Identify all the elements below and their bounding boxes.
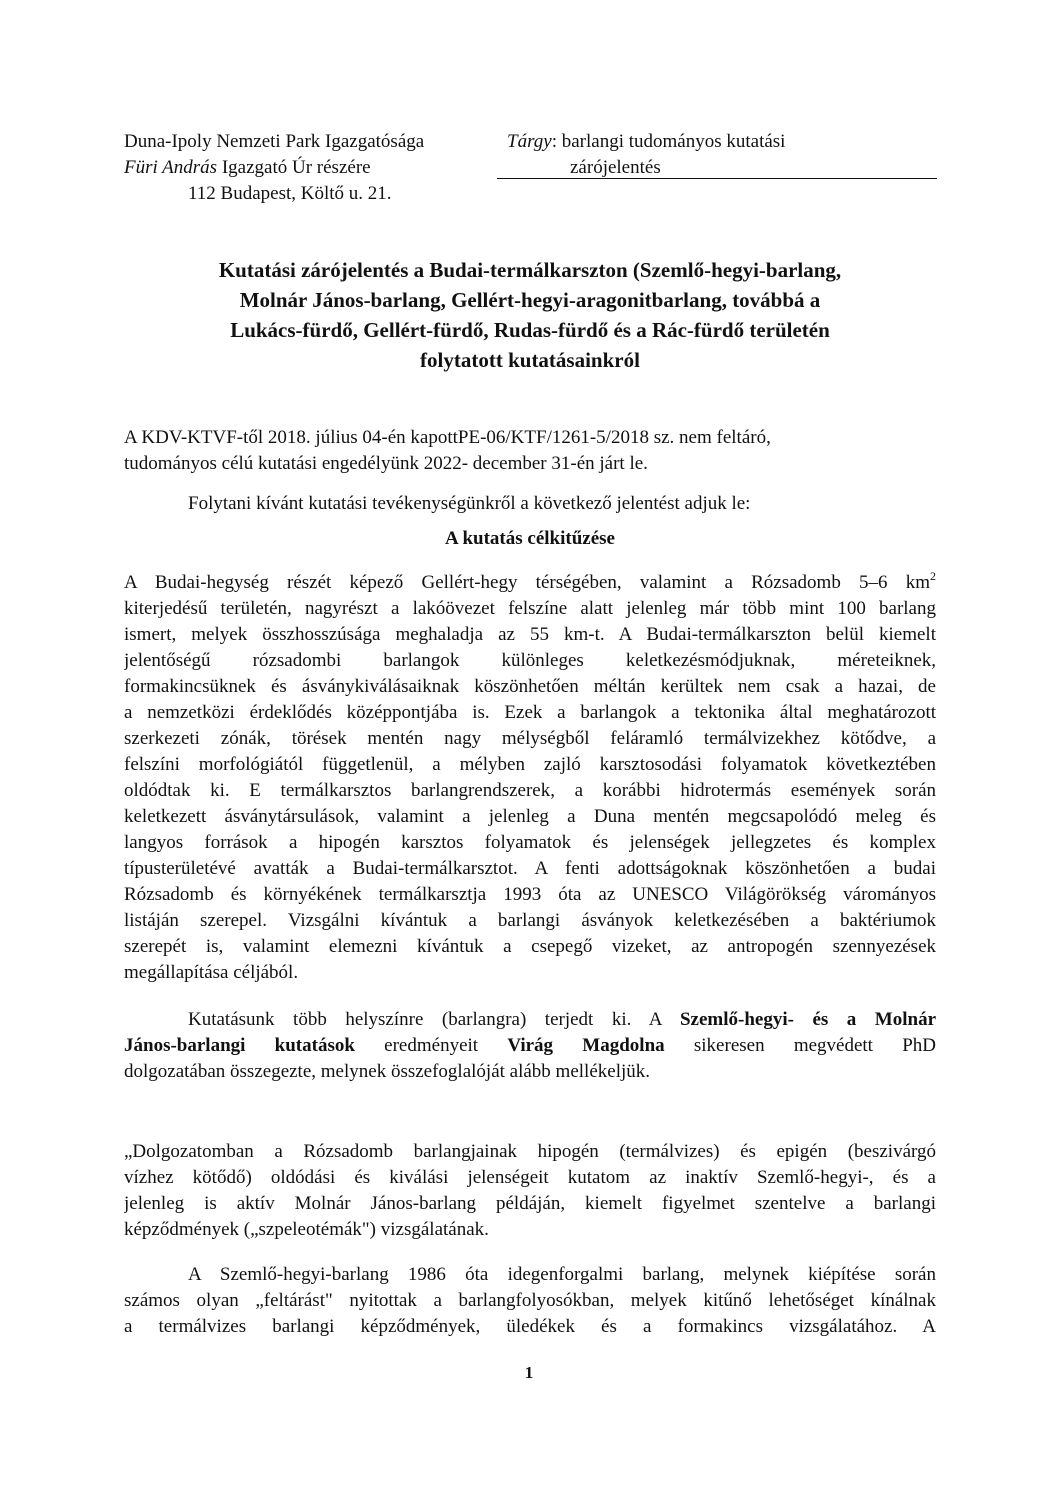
recipient-block bbox=[124, 129, 494, 181]
paragraph-line: megállapítása céljából. bbox=[124, 962, 299, 983]
paragraph-line: dolgozatában összegezte, melynek összefoglalóját alább mellékeljük. bbox=[124, 1061, 650, 1082]
title-line: Lukács-fürdő, Gellért-fürdő, Rudas-fürdő és a Rác-fürdő területén bbox=[230, 318, 830, 342]
bold-text: Szemlő-hegyi- és a Molnár bbox=[679, 1009, 936, 1030]
paragraph-line: képződmények („szpeleotémák") vizsgálatának. bbox=[124, 1219, 489, 1240]
paragraph-line bbox=[124, 1007, 936, 1033]
paragraph-line: szerepét is, valamint elemezni kívántuk a csepegő vizeket, az antropogén szennyezések bbox=[124, 936, 936, 957]
paragraph-line: szerkezeti zónák, törések mentén nagy mélységből feláramló termálvizekhez kötődve, a bbox=[124, 728, 936, 749]
paragraph-line: keletkezett ásványtársulások, valamint a jelenleg a Duna mentén megcsapolódó meleg és bbox=[124, 806, 936, 827]
paragraph-line: oldódtak ki. E termálkarsztos barlangrendszerek, a korábbi hidrotermás események során bbox=[124, 780, 936, 801]
paragraph-line: A Szemlő-hegyi-barlang 1986 óta idegenforgalmi barlang, melynek kiépítése során bbox=[188, 1264, 936, 1285]
title-line: folytatott kutatásainkról bbox=[420, 348, 640, 372]
title-line: Molnár János-barlang, Gellért-hegyi-aragonitbarlang, továbbá a bbox=[239, 288, 821, 312]
research-paragraph bbox=[124, 1007, 936, 1085]
subject-label: Tárgy bbox=[507, 131, 552, 152]
line-text: eredményeit bbox=[354, 1035, 508, 1056]
subject-line-2: zárójelentés bbox=[570, 157, 661, 178]
header-divider bbox=[497, 178, 937, 179]
paragraph-line: felszíni morfológiától függetlenül, a mélyben zajló karsztosodási folyamatok következtében bbox=[124, 754, 936, 775]
permit-paragraph bbox=[124, 425, 936, 477]
paragraph-line: jelentőségű rózsadombi barlangok különleges keletkezésmódjuknak, méreteiknek, bbox=[124, 650, 936, 671]
paragraph-line: tudományos célú kutatási engedélyünk 2022- december 31-én járt le. bbox=[124, 453, 648, 474]
goal-paragraph bbox=[124, 570, 936, 986]
recipient-line bbox=[124, 155, 494, 181]
subject-text: : barlangi tudományos kutatási bbox=[551, 131, 786, 152]
section-heading: A kutatás célkitűzése bbox=[445, 528, 615, 549]
line-text: A Budai-hegység részét képező Gellért-hegy térségében, valamint a Rózsadomb 5–6 km bbox=[124, 572, 930, 593]
paragraph-line: vízhez kötődő) oldódási és kiválási jelenségeit kutatom az inaktív Szemlő-hegyi-, és a bbox=[124, 1167, 936, 1188]
lead-paragraph bbox=[124, 491, 936, 517]
paragraph-line: kiterjedésű területén, nagyrészt a lakóövezet felszíne alatt jelenleg már több mint 100 barlang bbox=[124, 598, 936, 619]
recipient-name: Füri András bbox=[124, 157, 218, 178]
title-line: Kutatási zárójelentés a Budai-termálkarszton (Szemlő-hegyi-barlang, bbox=[218, 258, 842, 282]
quote-paragraph bbox=[124, 1139, 936, 1243]
subject-line bbox=[507, 129, 937, 155]
paragraph-line: a nemzetközi érdeklődés középpontjába is. Ezek a barlangok a tektonika által meghatározott bbox=[124, 702, 936, 723]
line-text: sikeresen megvédett PhD bbox=[664, 1035, 936, 1056]
subject-block bbox=[507, 129, 937, 181]
report-title bbox=[124, 255, 936, 375]
paragraph-line: jelenleg is aktív Molnár János-barlang példáján, kiemelt figyelmet szentelve a barlangi bbox=[124, 1193, 936, 1214]
paragraph-line: típusterületévé avatták a Budai-termálkarsztot. A fenti adottságoknak köszönhetően a budai bbox=[124, 858, 936, 879]
cave-paragraph bbox=[124, 1262, 936, 1340]
superscript: 2 bbox=[930, 570, 936, 583]
paragraph-line: langyos források a hipogén karsztos folyamatok és jelenségek jellegzetes és komplex bbox=[124, 832, 936, 853]
paragraph-line: a termálvizes barlangi képződmények, üledékek és a formakincs vizsgálatához. A bbox=[124, 1316, 936, 1337]
paragraph-line: számos olyan „feltárást" nyitottak a barlangfolyosókban, melyek kitűnő lehetőséget kínálnak bbox=[124, 1290, 936, 1311]
bold-text: János-barlangi kutatások bbox=[124, 1035, 355, 1056]
paragraph-line: Rózsadomb és környékének termálkarsztja 1993 óta az UNESCO Világörökség várományos bbox=[124, 884, 936, 905]
paragraph-line bbox=[124, 1033, 936, 1059]
page-number: 1 bbox=[524, 1363, 534, 1382]
author-name: Virág Magdolna bbox=[507, 1035, 665, 1056]
paragraph-line: ismert, melyek összhosszúsága meghaladja az 55 km-t. A Budai-termálkarszton belül kiemelt bbox=[124, 624, 936, 645]
line-text: Kutatásunk több helyszínre (barlangra) terjedt ki. A bbox=[188, 1009, 680, 1030]
recipient-title: Igazgató Úr részére bbox=[217, 157, 371, 178]
paragraph-line: A KDV-KTVF-től 2018. július 04-én kapottPE-06/KTF/1261-5/2018 sz. nem feltáró, bbox=[124, 427, 771, 448]
organization-name: Duna-Ipoly Nemzeti Park Igazgatósága bbox=[124, 131, 425, 152]
paragraph-line bbox=[124, 570, 936, 596]
paragraph-line: „Dolgozatomban a Rózsadomb barlangjainak hipogén (termálvizes) és epigén (beszivárgó bbox=[124, 1141, 936, 1162]
paragraph-line: formakincsüknek és ásványkiválásaiknak köszönhetően méltán kerültek nem csak a hazai, de bbox=[124, 676, 936, 697]
recipient-address: 112 Budapest, Költő u. 21. bbox=[188, 183, 392, 204]
paragraph-line: listáján szerepel. Vizsgálni kívántuk a barlangi ásványok keletkezésében a baktériumok bbox=[124, 910, 936, 931]
lead-sentence: Folytani kívánt kutatási tevékenységünkről a következő jelentést adjuk le: bbox=[188, 493, 751, 514]
